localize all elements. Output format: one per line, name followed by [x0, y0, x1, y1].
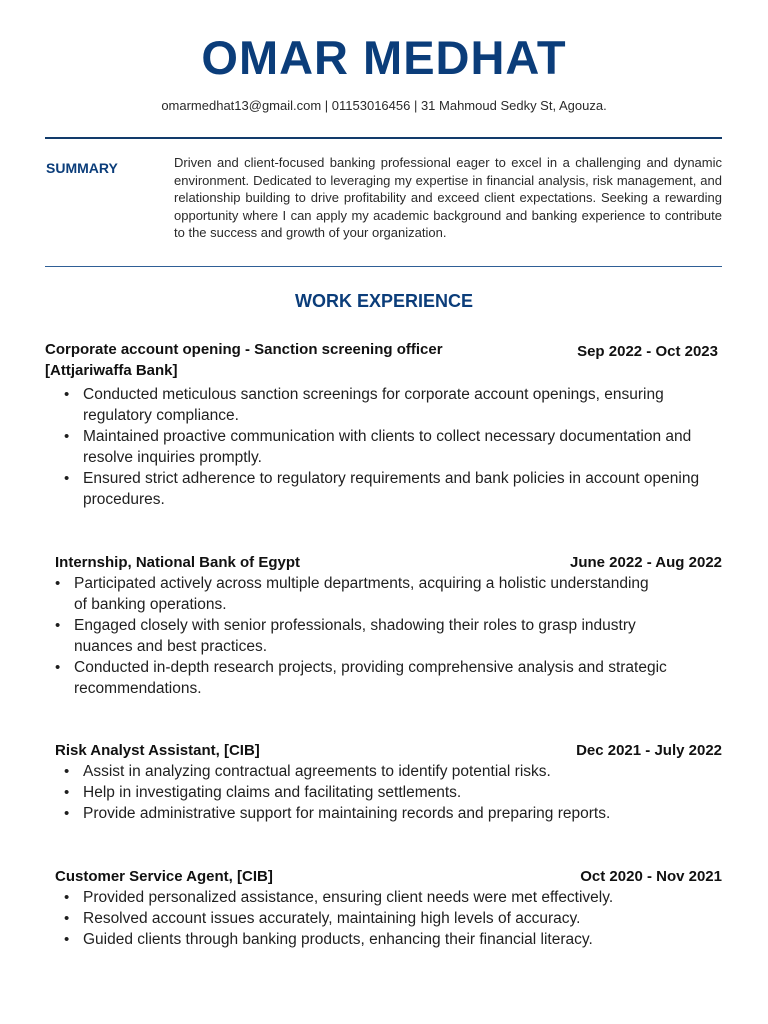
job-bullet: • Help in investigating claims and facilitating settlements.	[64, 784, 462, 801]
job-bullet: • Engaged closely with senior professionals, shadowing their roles to grasp industry nuances and best practices.	[55, 617, 636, 655]
job-entry	[55, 740, 722, 824]
job-bullet: • Provided personalized assistance, ensuring client needs were met effectively.	[64, 889, 614, 906]
job-dates: Sep 2022 - Oct 2023	[577, 343, 718, 360]
job-header	[55, 866, 722, 887]
job-entry	[55, 866, 722, 950]
job-title: Corporate account opening - Sanction screening officer [Attjariwaffa Bank]	[45, 341, 443, 379]
summary-bottom-divider	[45, 266, 722, 267]
job-header	[45, 339, 718, 381]
job-dates: Oct 2020 - Nov 2021	[580, 868, 722, 885]
job-title: Risk Analyst Assistant, [CIB]	[55, 742, 260, 759]
job-bullet-list	[55, 573, 722, 699]
job-header	[55, 552, 722, 573]
job-bullet: • Resolved account issues accurately, maintaining high levels of accuracy.	[64, 910, 581, 927]
work-experience-heading: WORK EXPERIENCE	[294, 291, 474, 311]
job-title: Internship, National Bank of Egypt	[55, 554, 301, 571]
job-header	[55, 740, 722, 761]
summary-heading: SUMMARY	[46, 160, 118, 176]
job-title: Customer Service Agent, [CIB]	[55, 868, 273, 885]
job-bullet: • Ensured strict adherence to regulatory requirements and bank policies in account opening procedures.	[64, 470, 700, 508]
job-bullet-list	[55, 761, 722, 824]
contact-line: omarmedhat13@gmail.com | 01153016456 | 31 Mahmoud Sedky St, Agouza.	[161, 98, 607, 113]
job-bullet: • Conducted in-depth research projects, providing comprehensive analysis and strategic recommendations.	[55, 659, 667, 697]
job-bullet: • Provide administrative support for maintaining records and preparing reports.	[64, 805, 611, 822]
job-bullet: • Conducted meticulous sanction screenings for corporate account openings, ensuring regulatory compliance.	[64, 386, 664, 424]
job-bullet: • Assist in analyzing contractual agreements to identify potential risks.	[64, 763, 551, 780]
job-entry	[45, 339, 718, 510]
summary-top-divider	[45, 137, 722, 139]
job-bullet: • Guided clients through banking products, enhancing their financial literacy.	[64, 931, 593, 948]
job-dates: June 2022 - Aug 2022	[569, 554, 722, 571]
job-bullet-list	[45, 384, 718, 510]
job-entry	[55, 552, 722, 699]
job-bullet: • Maintained proactive communication with clients to collect necessary documentation and resolve inquiries promptly.	[64, 428, 692, 466]
summary-text: Driven and client-focused banking professional eager to excel in a challenging and dynamic environment. Dedicated to leveraging my expertise in financial analysis, risk management, and relationship building to drive profitability and exceed client expectations. Seeking a rewarding opportunity where I can apply my academic background and banking experience to contribute to the success and growth of your organization.	[174, 155, 722, 241]
job-bullet-list	[55, 887, 722, 950]
job-bullet: • Participated actively across multiple departments, acquiring a holistic understanding of banking operations.	[55, 575, 649, 613]
candidate-name: OMAR MEDHAT	[201, 31, 567, 84]
job-dates: Dec 2021 - July 2022	[576, 742, 722, 759]
